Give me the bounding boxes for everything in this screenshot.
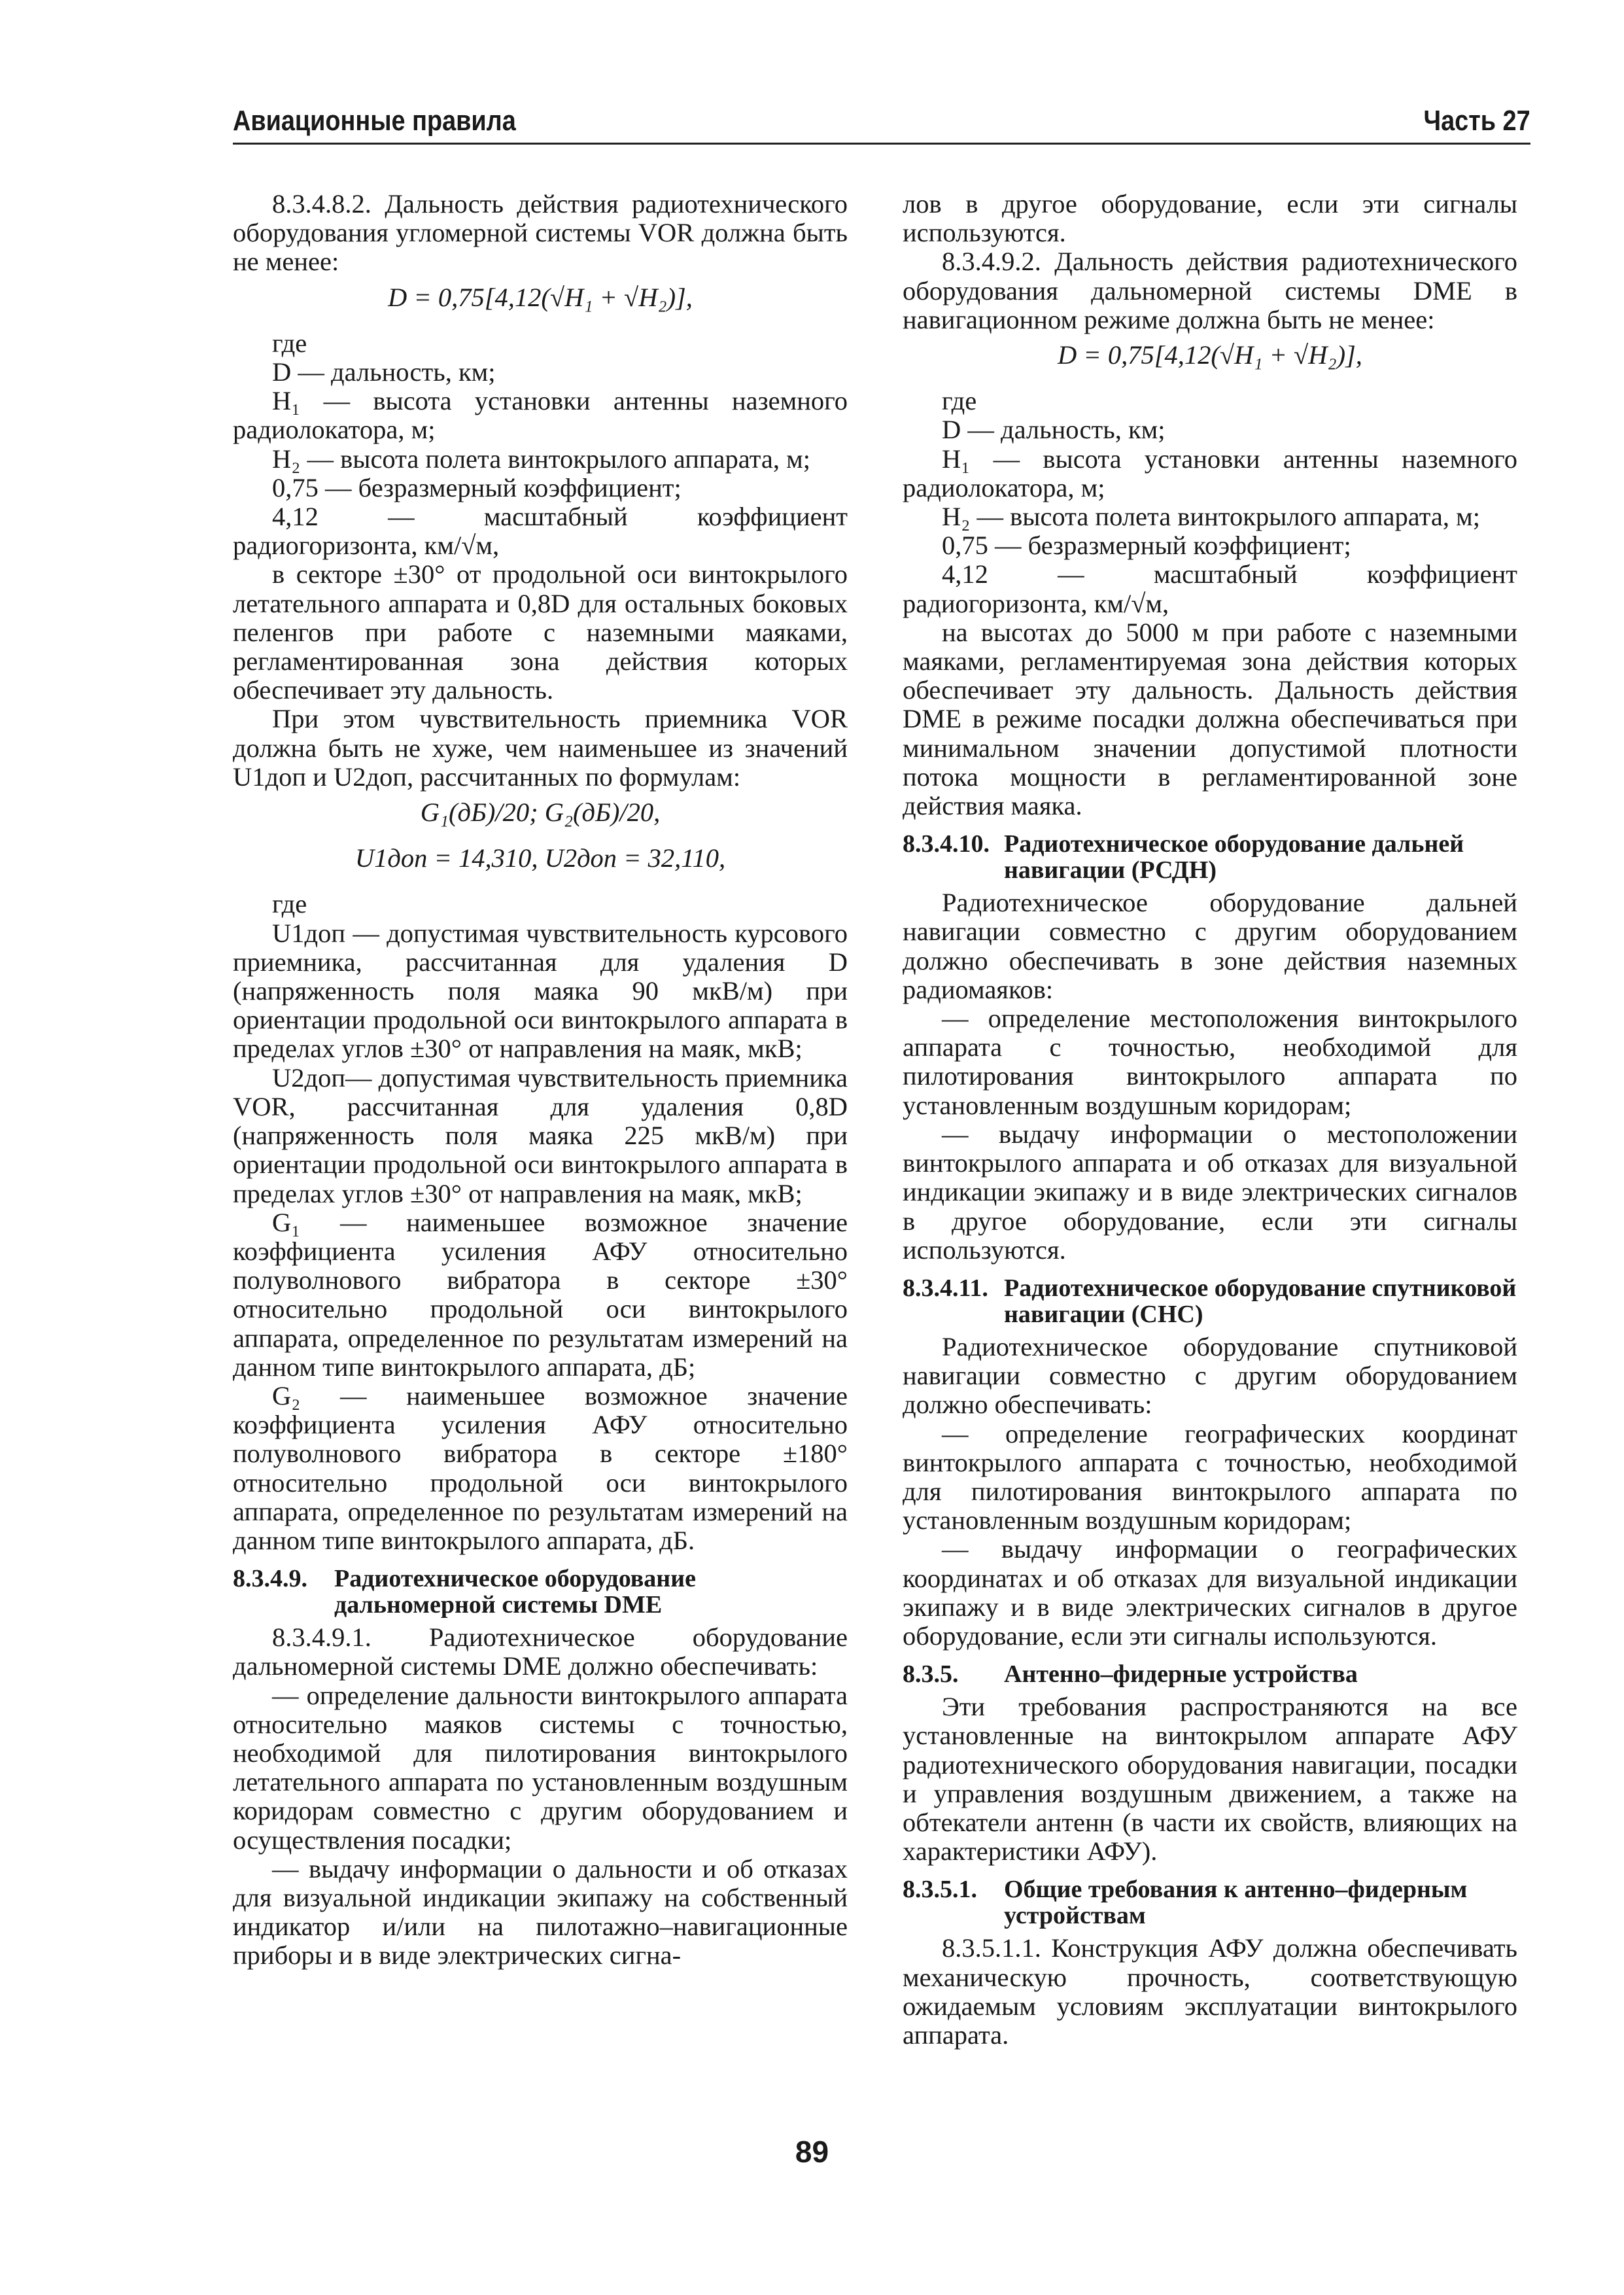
paragraph: лов в другое оборудование, если эти сигналы используются. bbox=[903, 189, 1517, 248]
paragraph: — определение географических координат винтокрылого аппарата с точностью, необходимой для пилотирования винтокрылого аппарата по установленным воздушным коридорам; bbox=[903, 1418, 1517, 1535]
paragraph: 0,75 — безразмерный коэффициент; bbox=[942, 531, 1351, 561]
paragraph: 0,75 — безразмерный коэффициент; bbox=[272, 472, 682, 502]
paragraph: При этом чувствительность приемника VOR должна быть не хуже, чем наименьшее из значений U1доп и U2доп, рассчитанных по формулам: bbox=[233, 704, 848, 792]
formula: D = 0,75[4,12(√H₁ + √H₂)], bbox=[1058, 340, 1362, 370]
paragraph: U1доп — допустимая чувствительность курсового приемника, рассчитанная для удаления D (напряженность поля маяка 90 мкВ/м) при ориентации продольной оси винтокрылого аппарата в пределах углов ±30° от направления на маяк, мкВ; bbox=[233, 918, 848, 1064]
section-heading bbox=[903, 831, 1517, 883]
paragraph: D — дальность, км; bbox=[272, 357, 496, 387]
section-title: Антенно–фидерные устройства bbox=[1004, 1660, 1358, 1689]
section-number: 8.3.4.9. bbox=[233, 1565, 307, 1593]
section-number: 8.3.4.10. bbox=[903, 830, 990, 858]
paragraph: U2доп— допустимая чувствительность приемника VOR, рассчитанная для удаления 0,8D (напряженность поля маяка 225 мкВ/м) при ориентации продольной оси винтокрылого аппарата в пределах углов ±30° от направления на маяк, мкВ; bbox=[233, 1062, 848, 1208]
paragraph: 8.3.4.9.1. Радиотехническое оборудование дальномерной системы DME должно обеспечивать: bbox=[233, 1622, 848, 1681]
formula: U1доп = 14,310, U2доп = 32,110, bbox=[354, 843, 726, 873]
section-heading bbox=[903, 1876, 1517, 1929]
right-column bbox=[903, 190, 1517, 2050]
paragraph: 4,12 — масштабный коэффициент радиогоризонта, км/√м, bbox=[903, 559, 1517, 618]
paragraph: — выдачу информации о географических координатах и об отказах для визуальной индикации экипажу и в виде электрических сигналов в другое оборудование, если эти сигналы используются. bbox=[903, 1534, 1517, 1651]
paragraph: — определение дальности винтокрылого аппарата относительно маяков системы с точностью, необходимой для пилотирования винтокрылого летательного аппарата по установленным воздушным коридорам совместно с другим оборудованием и осуществления посадки; bbox=[233, 1680, 848, 1855]
header-title: Авиационные правила bbox=[233, 105, 516, 137]
paragraph: 8.3.4.8.2. Дальность действия радиотехнического оборудования угломерной системы VOR должна быть не менее: bbox=[233, 189, 848, 277]
section-heading bbox=[903, 1275, 1517, 1327]
section-heading bbox=[903, 1661, 1517, 1687]
formula: D = 0,75[4,12(√H₁ + √H₂)], bbox=[388, 282, 693, 312]
paragraph: 8.3.4.9.2. Дальность действия радиотехнического оборудования дальномерной системы DME в навигационном режиме должна быть не менее: bbox=[903, 247, 1517, 334]
paragraph: — выдачу информации о дальности и об отказах для визуальной индикации экипажу на собственный индикатор и/или на пилотажно–навигационные приборы и в виде электрических сигна- bbox=[233, 1853, 848, 1971]
header-part: Часть 27 bbox=[1423, 105, 1530, 137]
paragraph: — определение местоположения винтокрылого аппарата с точностью, необходимой для пилотирования винтокрылого аппарата по установленным воздушным коридорам; bbox=[903, 1004, 1517, 1120]
paragraph: H₁ — высота установки антенны наземного радиолокатора, м; bbox=[903, 444, 1517, 502]
section-title: Радиотехническое оборудование дальней навигации (РСДН) bbox=[1004, 830, 1464, 885]
paragraph: 4,12 — масштабный коэффициент радиогоризонта, км/√м, bbox=[233, 502, 848, 561]
paragraph: H₂ — высота полета винтокрылого аппарата, м; bbox=[272, 444, 811, 474]
section-number: 8.3.5.1. bbox=[903, 1876, 977, 1904]
paragraph: — выдачу информации о местоположении винтокрылого аппарата и об отказах для визуальной индикации экипажу и в виде электрических сигналов в другое оборудование, если эти сигналы используются. bbox=[903, 1119, 1517, 1265]
paragraph: где bbox=[272, 889, 307, 919]
paragraph: на высотах до 5000 м при работе с наземными маяками, регламентируемая зона действия которых обеспечивает эту дальность. Дальность действия DME в режиме посадки должна обеспечиваться при минимальном значении допустимой плотности потока мощности в регламентированной зоне действия маяка. bbox=[903, 617, 1517, 821]
paragraph: Эти требования распространяются на все установленные на винтокрылом аппарате АФУ радиотехнического оборудования навигации, посадки и управления воздушным движением, а также на обтекатели антенн (в части их свойств, влияющих на характеристики АФУ). bbox=[903, 1692, 1517, 1866]
section-title: Радиотехническое оборудование дальномерной системы DME bbox=[334, 1565, 696, 1619]
paragraph: в секторе ±30° от продольной оси винтокрылого летательного аппарата и 0,8D для остальных боковых пеленгов при работе с наземными маяками, регламентированная зона действия которых обеспечивает эту дальность. bbox=[233, 559, 848, 705]
page-number: 89 bbox=[795, 2135, 829, 2169]
paragraph: Радиотехническое оборудование дальней навигации совместно с другим оборудованием должно обеспечивать в зоне действия наземных радиомаяков: bbox=[903, 888, 1517, 1004]
paragraph: G₁ — наименьшее возможное значение коэффициента усиления АФУ относительно полуволнового вибратора в секторе ±30° относительно продольной оси винтокрылого аппарата, определенное по результатам измерений на данном типе винтокрылого аппарата, дБ; bbox=[233, 1207, 848, 1382]
section-number: 8.3.4.11. bbox=[903, 1274, 988, 1302]
paragraph: 8.3.5.1.1. Конструкция АФУ должна обеспечивать механическую прочность, соответствующую ожидаемым условиям эксплуатации винтокрылого аппарата. bbox=[903, 1933, 1517, 2050]
section-title: Общие требования к антенно–фидерным устройствам bbox=[1004, 1876, 1468, 1930]
paragraph: H₂ — высота полета винтокрылого аппарата, м; bbox=[942, 502, 1481, 532]
section-number: 8.3.5. bbox=[903, 1660, 959, 1689]
paragraph: D — дальность, км; bbox=[942, 415, 1166, 445]
formula: G₁(дБ)/20; G₂(дБ)/20, bbox=[420, 797, 661, 828]
running-header bbox=[233, 98, 1530, 145]
paragraph: H₁ — высота установки антенны наземного радиолокатора, м; bbox=[233, 386, 848, 445]
paragraph: где bbox=[942, 386, 977, 416]
paragraph: Радиотехническое оборудование спутниковой навигации совместно с другим оборудованием должно обеспечивать: bbox=[903, 1331, 1517, 1420]
section-title: Радиотехническое оборудование спутниковой навигации (СНС) bbox=[1004, 1274, 1517, 1328]
left-column bbox=[233, 190, 848, 1971]
paragraph: G₂ — наименьшее возможное значение коэффициента усиления АФУ относительно полуволнового вибратора в секторе ±180° относительно продольной оси винтокрылого аппарата, определенное по результатам измерений на данном типе винтокрылого аппарата, дБ. bbox=[233, 1380, 848, 1555]
paragraph: где bbox=[272, 328, 307, 358]
section-heading bbox=[233, 1566, 848, 1618]
